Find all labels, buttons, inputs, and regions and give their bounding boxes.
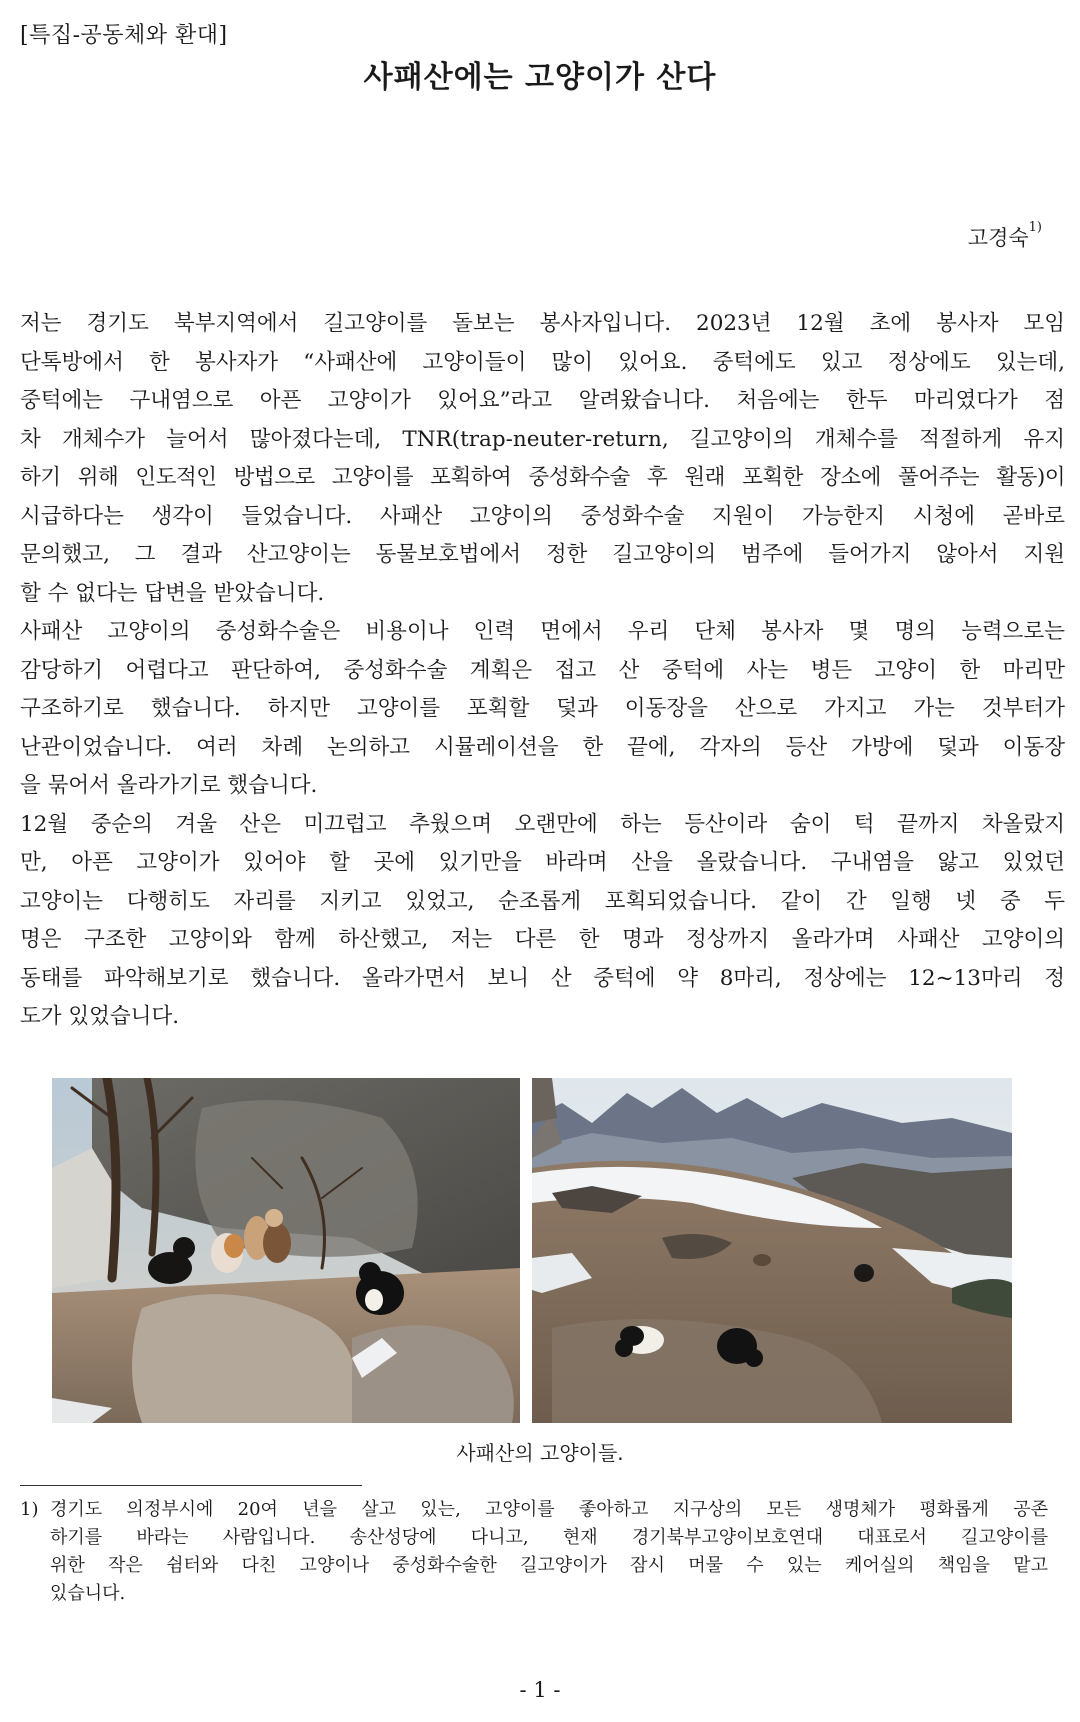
footnote-number: 1)	[20, 1499, 39, 1520]
photo-cats-on-summit-image	[532, 1078, 1012, 1423]
figure-caption: 사패산의 고양이들.	[456, 1441, 624, 1465]
photo-cats-among-rocks-image	[52, 1078, 520, 1423]
body-line: 난관이었습니다. 여러 차례 논의하고 시뮬레이션을 한 끝에, 각자의 등산 가방에 덫과 이동장	[20, 734, 1065, 760]
body-line: 구조하기로 했습니다. 하지만 고양이를 포획할 덫과 이동장을 산으로 가지고 가는 것부터가	[20, 696, 1065, 721]
footnote	[20, 1496, 1048, 1608]
footnote-line: 있습니다.	[50, 1583, 126, 1604]
body-line: 문의했고, 그 결과 산고양이는 동물보호법에서 정한 길고양이의 범주에 들어가지 않아서 지원	[20, 542, 1065, 567]
author-footnote-mark: 1)	[1028, 220, 1042, 235]
article-body	[20, 305, 1065, 1037]
photo-cats-among-rocks	[52, 1078, 520, 1423]
footnote-divider	[20, 1485, 362, 1486]
footnote-line: 하기를 바라는 사람입니다. 송산성당에 다니고, 현재 경기북부고양이보호연대 대표로서 길고양이를	[50, 1527, 1048, 1548]
footnote-line: 위한 작은 쉼터와 다친 고양이나 중성화수술한 길고양이가 잠시 머물 수 있는 케어실의 책임을 맡고	[50, 1555, 1048, 1576]
body-line: 시급하다는 생각이 들었습니다. 사패산 고양이의 중성화수술 지원이 가능한지 시청에 곧바로	[20, 503, 1065, 529]
section-label: [특집-공동체와 환대]	[20, 23, 228, 48]
page-number: - 1 -	[519, 1678, 561, 1702]
body-line: 동태를 파악해보기로 했습니다. 올라가면서 보니 산 중턱에 약 8마리, 정상에는 12~13마리 정	[20, 965, 1065, 991]
body-line: 차 개체수가 늘어서 많아졌다는데, TNR(trap-neuter-return, 길고양이의 개체수를 적절하게 유지	[20, 426, 1065, 452]
body-line: 감당하기 어렵다고 판단하여, 중성화수술 계획은 접고 산 중턱에 사는 병든 고양이 한 마리만	[20, 657, 1065, 683]
body-line: 12월 중순의 겨울 산은 미끄럽고 추웠으며 오랜만에 하는 등산이라 숨이 턱 끝까지 차올랐지	[20, 811, 1065, 837]
body-line: 저는 경기도 북부지역에서 길고양이를 돌보는 봉사자입니다. 2023년 12월 초에 봉사자 모임	[20, 311, 1065, 336]
photo-cats-on-summit	[532, 1078, 1012, 1423]
body-line: 도가 있었습니다.	[20, 1004, 180, 1029]
body-line: 중턱에는 구내염으로 아픈 고양이가 있어요”라고 알려왔습니다. 처음에는 한두 마리였다가 점	[20, 388, 1065, 413]
author-line	[968, 222, 1042, 252]
body-line: 명은 구조한 고양이와 함께 하산했고, 저는 다른 한 명과 정상까지 올라가며 사패산 고양이의	[20, 927, 1065, 952]
body-line: 고양이는 다행히도 자리를 지키고 있었고, 순조롭게 포획되었습니다. 같이 간 일행 넷 중 두	[20, 888, 1065, 914]
body-line: 하기 위해 인도적인 방법으로 고양이를 포획하여 중성화수술 후 원래 포획한 장소에 풀어주는 활동)이	[20, 465, 1065, 490]
body-line: 단톡방에서 한 봉사자가 “사패산에 고양이들이 많이 있어요. 중턱에도 있고 정상에도 있는데,	[20, 349, 1065, 375]
body-line: 사패산 고양이의 중성화수술은 비용이나 인력 면에서 우리 단체 봉사자 몇 명의 능력으로는	[20, 619, 1065, 644]
footnote-line: 경기도 의정부시에 20여 년을 살고 있는, 고양이를 좋아하고 지구상의 모든 생명체가 평화롭게 공존	[50, 1499, 1048, 1520]
author-name: 고경숙	[967, 226, 1029, 250]
body-line: 만, 아픈 고양이가 있어야 할 곳에 있기만을 바라며 산을 올랐습니다. 구내염을 앓고 있었던	[20, 850, 1065, 875]
body-line: 할 수 없다는 답변을 받았습니다.	[20, 580, 325, 606]
article-title: 사패산에는 고양이가 산다	[363, 60, 717, 95]
body-line: 을 묶어서 올라가기로 했습니다.	[20, 773, 318, 798]
